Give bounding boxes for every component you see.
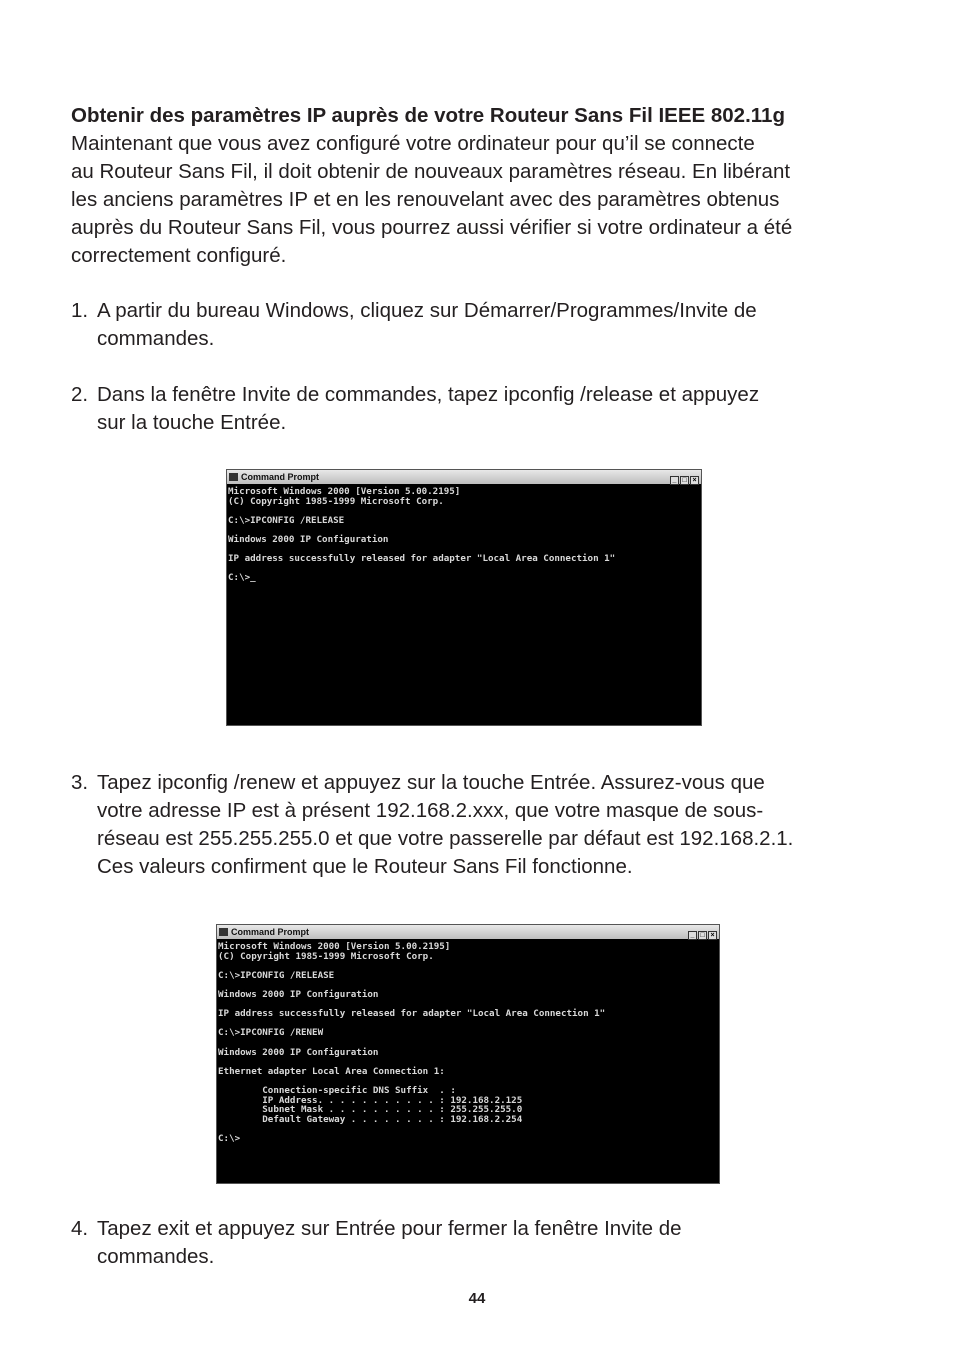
step-line: sur la touche Entrée. bbox=[97, 411, 287, 434]
step-number: 4. bbox=[71, 1217, 89, 1240]
close-icon: × bbox=[708, 931, 717, 940]
intro-line: Maintenant que vous avez configuré votre ordinateur pour qu’il se connecte bbox=[71, 132, 755, 155]
window-titlebar bbox=[227, 470, 701, 484]
console-line: Windows 2000 IP Configuration bbox=[218, 1046, 379, 1058]
console-line: C:\>_ bbox=[228, 572, 256, 584]
console-line: Windows 2000 IP Configuration bbox=[228, 533, 389, 545]
console-line bbox=[218, 1124, 719, 1134]
console-line: C:\>IPCONFIG /RELEASE bbox=[228, 514, 345, 526]
step-line: Tapez exit et appuyez sur Entrée pour fermer la fenêtre Invite de bbox=[97, 1217, 682, 1240]
maximize-icon: □ bbox=[680, 476, 689, 485]
step-line: A partir du bureau Windows, cliquez sur Démarrer/Programmes/Invite de bbox=[97, 299, 757, 322]
cmd-icon bbox=[219, 928, 228, 936]
console-line: Subnet Mask . . . . . . . . . . : 255.255.255.0 bbox=[218, 1104, 523, 1116]
console-line: C:\>IPCONFIG /RENEW bbox=[218, 1027, 324, 1039]
console-line: C:\> bbox=[218, 1132, 241, 1144]
cmd-icon bbox=[229, 473, 238, 481]
step-line: Tapez ipconfig /renew et appuyez sur la touche Entrée. Assurez-vous que bbox=[97, 771, 765, 794]
console-line: IP address successfully released for adapter "Local Area Connection 1" bbox=[228, 553, 616, 565]
section-heading: Obtenir des paramètres IP auprès de votre Routeur Sans Fil IEEE 802.11g bbox=[71, 104, 785, 127]
intro-line: correctement configuré. bbox=[71, 244, 287, 267]
step-line: commandes. bbox=[97, 327, 215, 350]
maximize-icon: □ bbox=[698, 931, 707, 940]
console-line: IP Address. . . . . . . . . . . : 192.168.2.125 bbox=[218, 1094, 523, 1106]
console-line: Ethernet adapter Local Area Connection 1: bbox=[218, 1065, 445, 1077]
console-output bbox=[227, 484, 701, 583]
step-number: 3. bbox=[71, 771, 89, 794]
minimize-icon: _ bbox=[670, 476, 679, 485]
step-number: 1. bbox=[71, 299, 89, 322]
window-title: Command Prompt bbox=[241, 472, 320, 482]
intro-line: au Routeur Sans Fil, il doit obtenir de nouveaux paramètres réseau. En libérant bbox=[71, 160, 791, 183]
step-2 bbox=[71, 381, 891, 437]
console-output bbox=[217, 939, 719, 1143]
console-line: Connection-specific DNS Suffix . : bbox=[218, 1084, 456, 1096]
step-line: réseau est 255.255.255.0 et que votre passerelle par défaut est 192.168.2.1. bbox=[97, 827, 794, 850]
step-line: Ces valeurs confirment que le Routeur Sans Fil fonctionne. bbox=[97, 855, 633, 878]
step-3 bbox=[71, 769, 891, 881]
step-line: Dans la fenêtre Invite de commandes, tapez ipconfig /release et appuyez bbox=[97, 383, 760, 406]
step-4 bbox=[71, 1215, 891, 1271]
step-number: 2. bbox=[71, 383, 89, 406]
intro-paragraph bbox=[71, 130, 901, 270]
console-line: (C) Copyright 1985-1999 Microsoft Corp. bbox=[228, 495, 444, 507]
window-title: Command Prompt bbox=[231, 927, 310, 937]
console-line: Microsoft Windows 2000 [Version 5.00.2195] bbox=[218, 941, 451, 952]
intro-line: les anciens paramètres IP et en les renouvelant avec des paramètres obtenus bbox=[71, 188, 780, 211]
page-number: 44 bbox=[468, 1290, 486, 1307]
console-line: (C) Copyright 1985-1999 Microsoft Corp. bbox=[218, 950, 434, 962]
console-line: Default Gateway . . . . . . . . : 192.168.2.254 bbox=[218, 1113, 523, 1125]
console-line bbox=[228, 564, 701, 574]
command-prompt-screenshot-release bbox=[226, 469, 702, 726]
console-line: Microsoft Windows 2000 [Version 5.00.2195] bbox=[228, 486, 461, 497]
console-line: Windows 2000 IP Configuration bbox=[218, 988, 379, 1000]
window-titlebar bbox=[217, 925, 719, 939]
console-line: C:\>IPCONFIG /RELEASE bbox=[218, 969, 335, 981]
intro-line: auprès du Routeur Sans Fil, vous pourrez aussi vérifier si votre ordinateur a été bbox=[71, 216, 793, 239]
close-icon: × bbox=[690, 476, 699, 485]
step-line: votre adresse IP est à présent 192.168.2.xxx, que votre masque de sous- bbox=[97, 799, 764, 822]
step-line: commandes. bbox=[97, 1245, 215, 1268]
step-1 bbox=[71, 297, 891, 353]
command-prompt-screenshot-renew bbox=[216, 924, 720, 1184]
minimize-icon: _ bbox=[688, 931, 697, 940]
console-line: IP address successfully released for adapter "Local Area Connection 1" bbox=[218, 1008, 606, 1020]
